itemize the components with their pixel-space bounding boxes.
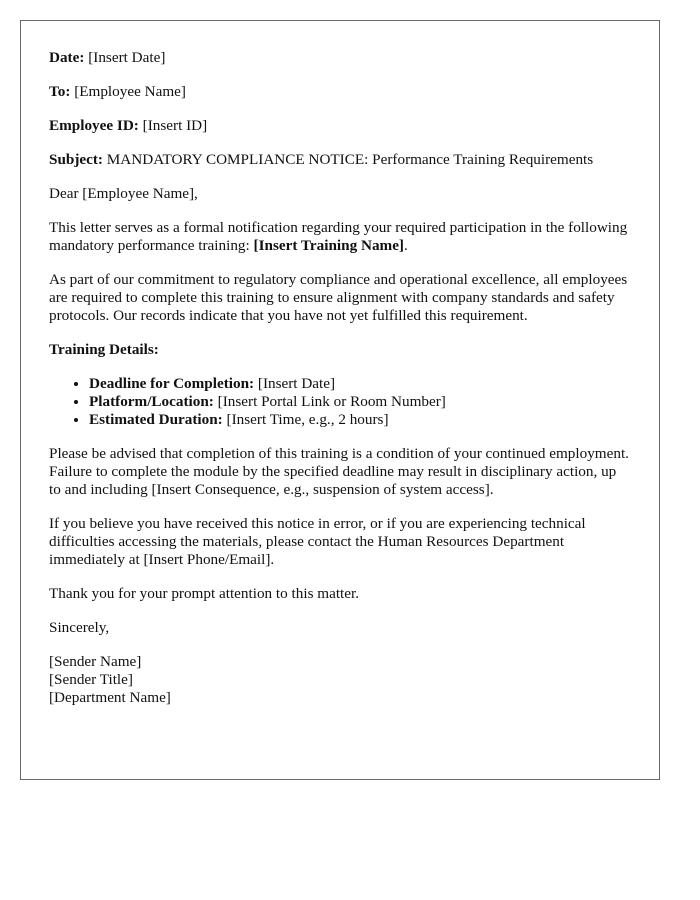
date-field [49,49,631,67]
date-label: Date: [49,49,85,66]
deadline-value: [Insert Date] [257,375,336,392]
paragraph-consequence: Please be advised that completion of this training is a condition of your continued employment. Failure to complete the module by the specified deadline may result in disciplinary action, up to and including [Insert Consequence, e.g., suspension of system access]. [49,445,629,498]
to-value: [Employee Name] [74,83,186,100]
subject-field [49,151,631,169]
sender-name: [Sender Name] [49,653,142,670]
employee-id-field [49,117,631,135]
notification-end: . [404,237,408,254]
paragraph-notification [49,219,631,255]
sender-title: [Sender Title] [49,671,133,688]
platform-label: Platform/Location: [89,393,214,410]
duration-value: [Insert Time, e.g., 2 hours] [226,411,389,428]
employee-id-value: [Insert ID] [142,117,208,134]
to-field [49,83,631,101]
platform-value: [Insert Portal Link or Room Number] [217,393,446,410]
subject-value: MANDATORY COMPLIANCE NOTICE: Performance Training Requirements [106,151,594,168]
letter-document [20,20,660,780]
paragraph-compliance: As part of our commitment to regulatory compliance and operational excellence, all employees are required to complete this training to ensure alignment with company standards and safety protocols. Our records indicate that you have not yet fulfilled this requirement. [49,271,628,324]
subject-label: Subject: [49,151,103,168]
paragraph-contact: If you believe you have received this notice in error, or if you are experiencing technical difficulties accessing the materials, please contact the Human Resources Department immediately at [Insert Phone/Email]. [49,515,586,568]
department-name: [Department Name] [49,689,171,706]
training-details-heading: Training Details: [49,341,159,358]
deadline-label: Deadline for Completion: [89,375,255,392]
paragraph-thanks: Thank you for your prompt attention to this matter. [49,585,360,602]
training-details-list [49,375,631,429]
date-value: [Insert Date] [88,49,166,66]
salutation: Dear [Employee Name], [49,185,198,202]
notification-text: This letter serves as a formal notification regarding your required participation in the following mandatory performance training: [49,219,628,254]
sign-off: Sincerely, [49,619,110,636]
duration-label: Estimated Duration: [89,411,223,428]
list-item [89,393,631,411]
list-item [89,411,631,429]
training-name: [Insert Training Name] [253,237,404,254]
employee-id-label: Employee ID: [49,117,139,134]
list-item [89,375,631,393]
to-label: To: [49,83,71,100]
